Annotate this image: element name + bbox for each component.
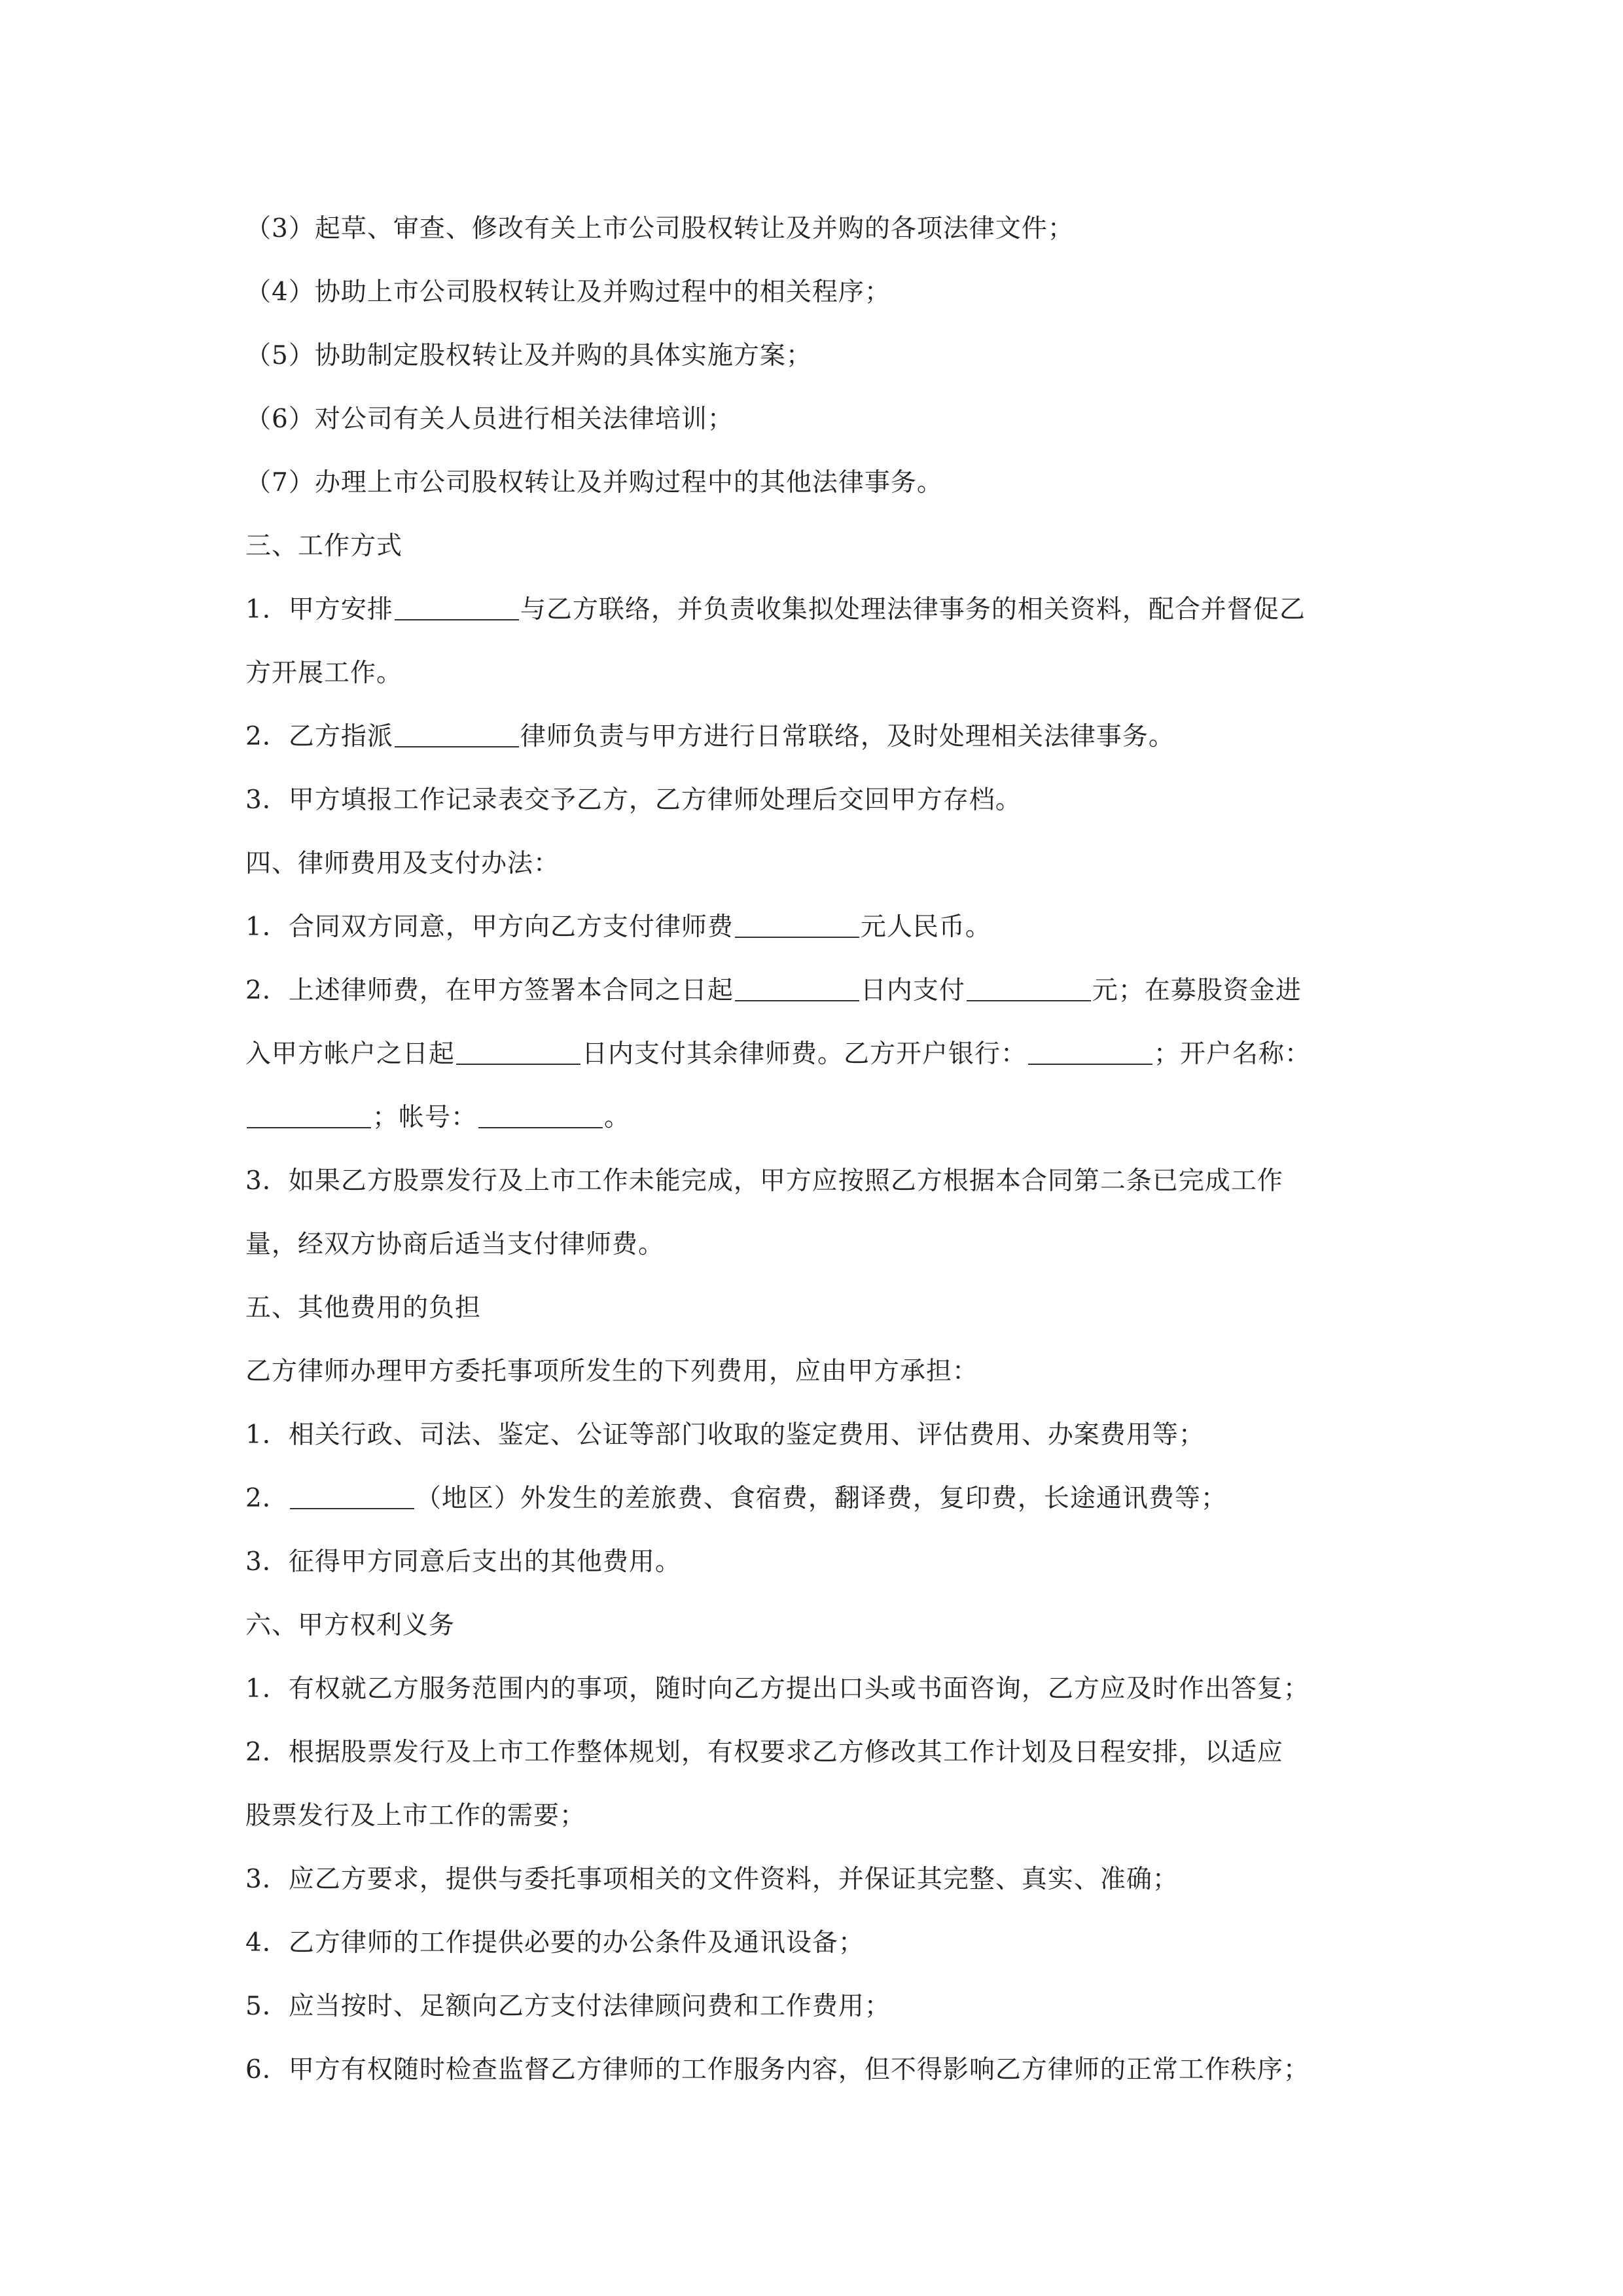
list-item: （3）起草、审查、修改有关上市公司股权转让及并购的各项法律文件； xyxy=(245,214,1074,243)
list-item: （7）办理上市公司股权转让及并购过程中的其他法律事务。 xyxy=(245,468,943,497)
paragraph-line: 1．有权就乙方服务范围内的事项，随时向乙方提出口头或书面咨询，乙方应及时作出答复； xyxy=(245,1674,1310,1704)
section-heading: 六、甲方权利义务 xyxy=(245,1611,455,1640)
section-heading: 三、工作方式 xyxy=(245,531,403,561)
fill-in-blank xyxy=(735,937,859,938)
paragraph-line: 3．应乙方要求，提供与委托事项相关的文件资料，并保证其完整、真实、准确； xyxy=(245,1865,1179,1894)
section-heading: 五、其他费用的负担 xyxy=(245,1293,482,1323)
paragraph-line: 2．上述律师费，在甲方签署本合同之日起 日内支付 元；在募股资金进 xyxy=(245,976,1302,1005)
paragraph-line: 4．乙方律师的工作提供必要的办公条件及通讯设备； xyxy=(245,1928,865,1958)
paragraph-line: 3．如果乙方股票发行及上市工作未能完成，甲方应按照乙方根据本合同第二条已完成工作 xyxy=(245,1166,1283,1196)
paragraph-line: 3．甲方填报工作记录表交予乙方，乙方律师处理后交回甲方存档。 xyxy=(245,785,1022,815)
fill-in-blank xyxy=(1028,1064,1152,1065)
paragraph-line: 1．相关行政、司法、鉴定、公证等部门收取的鉴定费用、评估费用、办案费用等； xyxy=(245,1420,1205,1450)
fill-in-blank xyxy=(395,746,519,747)
fill-in-blank xyxy=(395,619,519,620)
fill-in-blank xyxy=(967,1000,1091,1001)
paragraph-line: 2．根据股票发行及上市工作整体规划，有权要求乙方修改其工作计划及日程安排，以适应 xyxy=(245,1738,1283,1767)
fill-in-blank xyxy=(456,1064,580,1065)
paragraph-line: 股票发行及上市工作的需要； xyxy=(245,1801,586,1831)
paragraph-line: 乙方律师办理甲方委托事项所发生的下列费用，应由甲方承担： xyxy=(245,1357,979,1386)
list-item: （5）协助制定股权转让及并购的具体实施方案； xyxy=(245,341,812,370)
paragraph-line: 6．甲方有权随时检查监督乙方律师的工作服务内容，但不得影响乙方律师的正常工作秩序； xyxy=(245,2055,1310,2085)
fill-in-blank xyxy=(735,1000,859,1001)
paragraph-line: ；帐号： 。 xyxy=(245,1088,1397,1147)
paragraph-line: 3．征得甲方同意后支出的其他费用。 xyxy=(245,1547,681,1577)
list-item: （4）协助上市公司股权转让及并购过程中的相关程序； xyxy=(245,278,891,307)
paragraph-line: 入甲方帐户之日起 日内支付其余律师费。乙方开户银行： ；开户名称： xyxy=(245,1039,1311,1069)
paragraph-line: 2．乙方指派 律师负责与甲方进行日常联络，及时处理相关法律事务。 xyxy=(245,722,1175,751)
fill-in-blank xyxy=(247,1127,371,1128)
fill-in-blank xyxy=(290,1508,414,1509)
paragraph-line: 方开展工作。 xyxy=(245,658,403,688)
paragraph-line: 5．应当按时、足额向乙方支付法律顾问费和工作费用； xyxy=(245,1992,891,2021)
paragraph-line: 量，经双方协商后适当支付律师费。 xyxy=(245,1230,665,1259)
section-heading: 四、律师费用及支付办法： xyxy=(245,849,560,878)
paragraph-line: 2． （地区）外发生的差旅费、食宿费，翻译费，复印费，长途通讯费等； xyxy=(245,1484,1227,1513)
fill-in-blank xyxy=(478,1127,603,1128)
paragraph-line: 1．合同双方同意，甲方向乙方支付律师费 元人民币。 xyxy=(245,912,991,942)
list-item: （6）对公司有关人员进行相关法律培训； xyxy=(245,404,734,434)
paragraph-line: 1．甲方安排 与乙方联络，并负责收集拟处理法律事务的相关资料，配合并督促乙 xyxy=(245,595,1306,624)
